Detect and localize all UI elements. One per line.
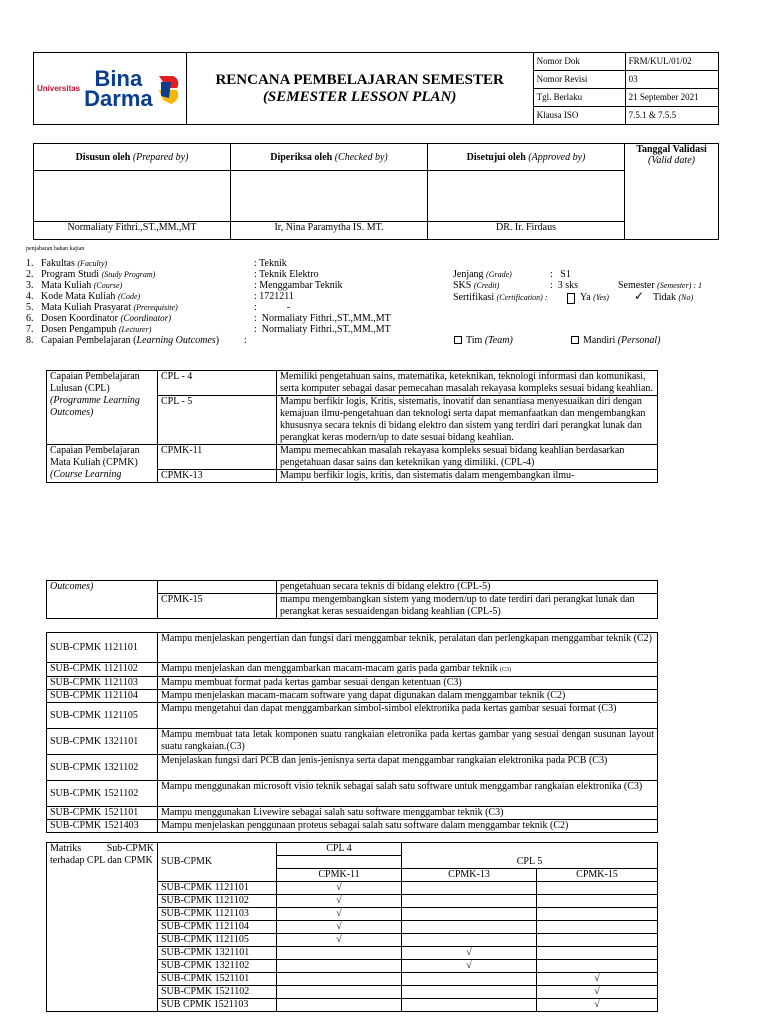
matrix-empty: [402, 998, 537, 1011]
checked-label-en: (Checked by): [334, 151, 388, 163]
meta-value: 21 September 2021: [625, 89, 718, 107]
sks-label: SKS (Credit): [453, 280, 500, 291]
info-item: 6. Dosen Koordinator (Coordinator): [26, 313, 172, 324]
prepared-label-en: (Prepared by): [132, 151, 189, 163]
matrix-empty: [402, 933, 537, 946]
meta-label: Nomor Revisi: [533, 71, 625, 89]
info-value: : 1721211: [254, 291, 294, 302]
matrix-row-code: SUB-CPMK 1121101: [158, 881, 277, 894]
empty-cell: [158, 581, 277, 594]
info-item: 7. Dosen Pengampuh (Lecturer): [26, 324, 152, 335]
sub-cpmk-table: [46, 632, 658, 833]
cpl-label-cell: Capaian Pembelajaran Lulusan (CPL) (Programme Learning Outcomes): [47, 371, 158, 445]
matrix-empty: [402, 985, 537, 998]
cpmk-code: CPMK-15: [158, 594, 277, 619]
check-mark-icon: √: [537, 985, 658, 998]
cpmk-text: pengetahuan secara teknis di bidang elektro (CPL-5): [277, 581, 658, 594]
sub-cpmk-text: Mampu menjelaskan macam-macam software yang dapat digunakan dalam menggambar teknik (C2): [158, 690, 658, 703]
matrix-row-code: SUB-CPMK 1321102: [158, 959, 277, 972]
sks-value: : 3 sks: [550, 280, 579, 291]
meta-value: 7.5.1 & 7.5.5: [625, 107, 718, 125]
sub-cpmk-text: Mampu menjelaskan penggunaan proteus sebagai salah satu software dalam menggambar teknik (C2): [158, 820, 658, 833]
cpl-text: Mampu berfikir logis, Kritis, sistematis, inovatif dan senantiasa menyesuaikan diri dengan kemajuan ilmu-pengetahuan dan teknologi serta dapat memanfaatkan dan mengembangkan khususnya secara teknis di bidang elektro dan sistem yang terdiri dari perangkat lunak dan perangkat keras modern/up to date sesuai bidang keahlian.: [277, 396, 658, 445]
info-item: 5. Mata Kuliah Prasyarat (Prerequisite): [26, 302, 178, 313]
meta-label: Nomor Dok: [533, 53, 625, 71]
matrix-empty: [402, 972, 537, 985]
info-item: 3. Mata Kuliah (Course): [26, 280, 123, 291]
matrix-row-code: SUB-CPMK 1321101: [158, 946, 277, 959]
info-value: : Teknik: [254, 258, 287, 269]
logo-bina: Bina: [94, 65, 143, 91]
title-cell: [186, 53, 533, 125]
matrix-label: Matriks Sub-CPMK terhadap CPL dan CPMK: [47, 843, 158, 1012]
meta-label: Tgl. Berlaku: [533, 89, 625, 107]
info-value: : Menggambar Teknik: [254, 280, 343, 291]
matrix-blank: [277, 856, 402, 869]
check-mark-icon: √: [402, 946, 537, 959]
matrix-table: [46, 842, 658, 1012]
sub-cpmk-text: Mampu menjelaskan pengertian dan fungsi dari menggambar teknik, peralatan dan perlengkapan menggambar teknik (C2): [158, 633, 658, 663]
info-item: 4. Kode Mata Kuliah (Code): [26, 291, 141, 302]
matrix-empty: [537, 946, 658, 959]
matrix-subcpmk-header: SUB-CPMK: [158, 843, 277, 882]
approved-label: Disetujui oleh: [466, 151, 526, 163]
personal-checkbox[interactable]: [571, 336, 579, 344]
sub-cpmk-code: SUB-CPMK 1521403: [47, 820, 158, 833]
matrix-row-code: SUB-CPMK 1521101: [158, 972, 277, 985]
matrix-cpl5-header: CPL 5: [402, 856, 658, 869]
valid-date-label: Tanggal Validasi: [636, 144, 707, 155]
info-item: 1. Fakultas (Faculty): [26, 258, 108, 269]
semester-label: Semester (Semester) : 1: [618, 280, 703, 291]
matrix-row-code: SUB-CPMK 1121104: [158, 920, 277, 933]
sub-cpmk-code: SUB-CPMK 1121105: [47, 703, 158, 729]
matrix-cpmk15-header: CPMK-15: [537, 868, 658, 881]
sub-cpmk-text: Mampu membuat format pada kertas gambar sesuai dengan ketentuan (C3): [158, 677, 658, 690]
matrix-empty: [402, 881, 537, 894]
check-mark-icon: √: [402, 959, 537, 972]
info-item: 2. Program Studi (Study Program): [26, 269, 156, 280]
logo-darma: Darma: [84, 85, 153, 111]
check-mark-icon: √: [277, 933, 402, 946]
jenjang-label: Jenjang (Grade): [453, 269, 512, 280]
prepared-name: Normaliaty Fithri.,ST.,MM.,MT: [34, 222, 231, 240]
meta-value: FRM/KUL/01/02: [625, 53, 718, 71]
prepared-label: Disusun oleh: [75, 151, 131, 163]
cpmk-text: Mampu memecahkan masalah rekayasa kompleks sesuai bidang keahlian berdasarkan pengetahuan dasar sains dan keteknikan yang dimiliki. (CPL-4): [277, 445, 658, 470]
sub-cpmk-code: SUB-CPMK 1121103: [47, 677, 158, 690]
matrix-empty: [277, 946, 402, 959]
cpmk-code: CPMK-13: [158, 470, 277, 483]
cpl-code: CPL - 5: [158, 396, 277, 445]
university-logo: [37, 65, 183, 111]
check-mark-icon: ✓: [634, 289, 645, 303]
matrix-empty: [277, 959, 402, 972]
signature-space: [428, 171, 625, 222]
sub-cpmk-code: SUB-CPMK 1121102: [47, 663, 158, 677]
checked-label: Diperiksa oleh: [270, 151, 333, 163]
cpmk-code: CPMK-11: [158, 445, 277, 470]
team-label: Tim (Team): [466, 335, 513, 346]
meta-label: Klausa ISO: [533, 107, 625, 125]
team-checkbox[interactable]: [454, 336, 462, 344]
logo-cell: [34, 53, 187, 125]
matrix-row-code: SUB-CPMK 1121102: [158, 894, 277, 907]
cpl-code: CPL - 4: [158, 371, 277, 396]
matrix-row-code: SUB CPMK 1521103: [158, 998, 277, 1011]
cpl-text: Memiliki pengetahuan sains, matematika, keteknikan, teknologi informasi dan komunikasi, serta komputer sebagai dasar pemecahan masalah rekayasa kompleks sesuai bidang keahlian.: [277, 371, 658, 396]
logo-emblem-icon: [157, 72, 183, 106]
check-mark-icon: √: [277, 907, 402, 920]
sub-cpmk-text: Mampu mengetahui dan dapat menggambarkan simbol-simbol elektronika pada kertas gambar sesuai format (C3): [158, 703, 658, 729]
cpmk-label-cont: Outcomes): [47, 581, 158, 619]
matrix-row-code: SUB-CPMK 1121105: [158, 933, 277, 946]
sub-cpmk-text: Mampu menggunakan microsoft visio teknik sebagai salah satu software untuk menggambar rangkaian elektronika (C3): [158, 781, 658, 807]
matrix-empty: [277, 972, 402, 985]
logo-small-text: Universitas: [37, 84, 81, 93]
prepared-by-header: [34, 144, 231, 171]
document-subtitle: (SEMESTER LESSON PLAN): [262, 88, 457, 105]
matrix-empty: [537, 881, 658, 894]
jenjang-value: : S1: [550, 269, 571, 280]
yes-checkbox[interactable]: [567, 293, 575, 304]
matrix-empty: [537, 907, 658, 920]
meta-value: 03: [625, 71, 718, 89]
check-mark-icon: √: [277, 881, 402, 894]
info-value: : Normaliaty Fithri.,ST.,MM.,MT: [254, 324, 391, 335]
sub-cpmk-code: SUB-CPMK 1521101: [47, 807, 158, 820]
no-label: Tidak (No): [653, 292, 694, 303]
matrix-cpmk11-header: CPMK-11: [277, 868, 402, 881]
matrix-empty: [277, 985, 402, 998]
matrix-empty: [402, 920, 537, 933]
matrix-cpmk13-header: CPMK-13: [402, 868, 537, 881]
sub-cpmk-code: SUB-CPMK 1321102: [47, 755, 158, 781]
sub-cpmk-text: Mampu menjelaskan dan menggambarkan macam-macam garis pada gambar teknik (C3): [158, 663, 658, 677]
certification-label: Sertifikasi (Certification) :: [453, 292, 548, 303]
matrix-empty: [537, 920, 658, 933]
check-mark-icon: √: [537, 998, 658, 1011]
sub-cpmk-code: SUB-CPMK 1121104: [47, 690, 158, 703]
personal-label: Mandiri (Personal): [583, 335, 661, 346]
cpmk-text: Mampu berfikir logis, kritis, dan sistematis dalam mengembangkan ilmu-: [277, 470, 658, 483]
matrix-empty: [402, 907, 537, 920]
matrix-cpl4-header: CPL 4: [277, 843, 402, 856]
matrix-empty: [537, 933, 658, 946]
yes-label: Ya (Yes): [580, 292, 609, 303]
approved-name: DR. Ir. Firdaus: [428, 222, 625, 240]
approved-label-en: (Approved by): [528, 151, 586, 163]
checked-name: Ir, Nina Paramytha IS. MT.: [231, 222, 428, 240]
matrix-empty: [537, 959, 658, 972]
document-title: RENCANA PEMBELAJARAN SEMESTER: [215, 71, 504, 88]
check-mark-icon: √: [277, 920, 402, 933]
matrix-empty: [277, 998, 402, 1011]
matrix-row-code: SUB-CPMK 1121103: [158, 907, 277, 920]
matrix-row-code: SUB-CPMK 1521102: [158, 985, 277, 998]
signature-space: [34, 171, 231, 222]
sub-cpmk-code: SUB-CPMK 1521102: [47, 781, 158, 807]
signature-space: [231, 171, 428, 222]
signature-table: [33, 143, 719, 240]
cpl-table-continued: [46, 580, 658, 619]
cpmk-label-cell: Capaian Pembelajaran Mata Kuliah (CPMK) (Course Learning: [47, 445, 158, 483]
info-value: : -: [254, 302, 291, 313]
valid-date-header: [625, 144, 719, 240]
checked-by-header: [231, 144, 428, 171]
matrix-empty: [402, 894, 537, 907]
sub-cpmk-code: SUB-CPMK 1121101: [47, 633, 158, 663]
cpmk-text: mampu mengembangkan sistem yang modern/up to date terdiri dari perangkat lunak dan perangkat keras sesuaidengan bidang keahlian (CPL-5): [277, 594, 658, 619]
check-mark-icon: √: [537, 972, 658, 985]
cpl-table: [46, 370, 658, 483]
approved-by-header: [428, 144, 625, 171]
info-value: : Teknik Elektro: [254, 269, 319, 280]
matrix-empty: [537, 894, 658, 907]
sub-cpmk-text: Mampu menggunakan Livewire sebagai salah satu software menggambar teknik (C3): [158, 807, 658, 820]
document-header: [33, 52, 719, 125]
sub-cpmk-code: SUB-CPMK 1321101: [47, 729, 158, 755]
sub-cpmk-text: Menjelaskan fungsi dari PCB dan jenis-jenisnya serta dapat menggambar rangkaian elektronika pada PCB (C3): [158, 755, 658, 781]
check-mark-icon: √: [277, 894, 402, 907]
info-item: 8. Capaian Pembelajaran (Learning Outcomes) :: [26, 335, 247, 346]
valid-date-label-en: (Valid date): [648, 155, 695, 166]
sub-cpmk-text: Mampu membuat tata letak komponen suatu rangkaian eletronika pada kertas gambar yang sesuai dengan susunan layout suatu rangkaian.(C3): [158, 729, 658, 755]
matrix-cpl5-top: [402, 843, 658, 856]
tiny-note: penjabaran bahan kajian: [26, 246, 85, 252]
info-value: : Normaliaty Fithri.,ST.,MM.,MT: [254, 313, 391, 324]
